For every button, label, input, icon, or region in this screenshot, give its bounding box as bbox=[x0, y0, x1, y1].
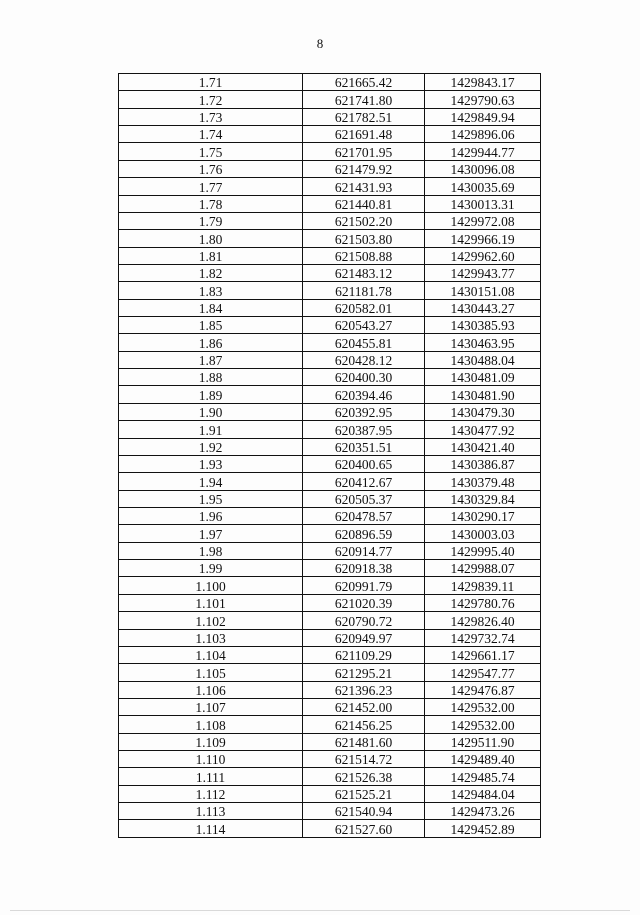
x-coordinate-cell: 620387.95 bbox=[303, 421, 425, 438]
table-row bbox=[119, 74, 541, 91]
table-row bbox=[119, 438, 541, 455]
x-coordinate-cell: 621527.60 bbox=[303, 820, 425, 837]
point-number-cell: 1.88 bbox=[119, 369, 303, 386]
x-coordinate-cell: 621502.20 bbox=[303, 212, 425, 229]
table-row bbox=[119, 768, 541, 785]
y-coordinate-cell: 1429843.17 bbox=[425, 74, 541, 91]
y-coordinate-cell: 1429972.08 bbox=[425, 212, 541, 229]
point-number-cell: 1.111 bbox=[119, 768, 303, 785]
table-row bbox=[119, 785, 541, 802]
x-coordinate-cell: 620918.38 bbox=[303, 560, 425, 577]
x-coordinate-cell: 620455.81 bbox=[303, 334, 425, 351]
x-coordinate-cell: 620582.01 bbox=[303, 299, 425, 316]
point-number-cell: 1.72 bbox=[119, 91, 303, 108]
y-coordinate-cell: 1429790.63 bbox=[425, 91, 541, 108]
table-row bbox=[119, 282, 541, 299]
x-coordinate-cell: 621431.93 bbox=[303, 178, 425, 195]
x-coordinate-cell: 621701.95 bbox=[303, 143, 425, 160]
y-coordinate-cell: 1430096.08 bbox=[425, 160, 541, 177]
x-coordinate-cell: 621295.21 bbox=[303, 664, 425, 681]
x-coordinate-cell: 620351.51 bbox=[303, 438, 425, 455]
page-edge bbox=[10, 910, 630, 911]
x-coordinate-cell: 621741.80 bbox=[303, 91, 425, 108]
y-coordinate-cell: 1430151.08 bbox=[425, 282, 541, 299]
table-row bbox=[119, 455, 541, 472]
table-row bbox=[119, 247, 541, 264]
x-coordinate-cell: 621508.88 bbox=[303, 247, 425, 264]
y-coordinate-cell: 1430488.04 bbox=[425, 351, 541, 368]
point-number-cell: 1.97 bbox=[119, 525, 303, 542]
y-coordinate-cell: 1430481.09 bbox=[425, 369, 541, 386]
y-coordinate-cell: 1430463.95 bbox=[425, 334, 541, 351]
y-coordinate-cell: 1430481.90 bbox=[425, 386, 541, 403]
table-row bbox=[119, 403, 541, 420]
y-coordinate-cell: 1430013.31 bbox=[425, 195, 541, 212]
table-row bbox=[119, 421, 541, 438]
y-coordinate-cell: 1429966.19 bbox=[425, 230, 541, 247]
y-coordinate-cell: 1430379.48 bbox=[425, 473, 541, 490]
point-number-cell: 1.92 bbox=[119, 438, 303, 455]
y-coordinate-cell: 1430035.69 bbox=[425, 178, 541, 195]
point-number-cell: 1.113 bbox=[119, 803, 303, 820]
x-coordinate-cell: 621665.42 bbox=[303, 74, 425, 91]
y-coordinate-cell: 1429532.00 bbox=[425, 698, 541, 715]
x-coordinate-cell: 620392.95 bbox=[303, 403, 425, 420]
point-number-cell: 1.74 bbox=[119, 126, 303, 143]
y-coordinate-cell: 1430479.30 bbox=[425, 403, 541, 420]
point-number-cell: 1.101 bbox=[119, 594, 303, 611]
y-coordinate-cell: 1430385.93 bbox=[425, 317, 541, 334]
x-coordinate-cell: 621526.38 bbox=[303, 768, 425, 785]
point-number-cell: 1.103 bbox=[119, 629, 303, 646]
point-number-cell: 1.114 bbox=[119, 820, 303, 837]
point-number-cell: 1.87 bbox=[119, 351, 303, 368]
y-coordinate-cell: 1430003.03 bbox=[425, 525, 541, 542]
coordinate-table bbox=[118, 73, 541, 838]
point-number-cell: 1.90 bbox=[119, 403, 303, 420]
point-number-cell: 1.83 bbox=[119, 282, 303, 299]
point-number-cell: 1.109 bbox=[119, 733, 303, 750]
point-number-cell: 1.99 bbox=[119, 560, 303, 577]
table-row bbox=[119, 369, 541, 386]
table-row bbox=[119, 629, 541, 646]
table-row bbox=[119, 351, 541, 368]
x-coordinate-cell: 620400.65 bbox=[303, 455, 425, 472]
table-row bbox=[119, 386, 541, 403]
x-coordinate-cell: 621483.12 bbox=[303, 264, 425, 281]
x-coordinate-cell: 620790.72 bbox=[303, 612, 425, 629]
point-number-cell: 1.82 bbox=[119, 264, 303, 281]
x-coordinate-cell: 620478.57 bbox=[303, 507, 425, 524]
y-coordinate-cell: 1430421.40 bbox=[425, 438, 541, 455]
point-number-cell: 1.112 bbox=[119, 785, 303, 802]
y-coordinate-cell: 1430386.87 bbox=[425, 455, 541, 472]
x-coordinate-cell: 621540.94 bbox=[303, 803, 425, 820]
x-coordinate-cell: 621452.00 bbox=[303, 698, 425, 715]
x-coordinate-cell: 621440.81 bbox=[303, 195, 425, 212]
point-number-cell: 1.81 bbox=[119, 247, 303, 264]
x-coordinate-cell: 620394.46 bbox=[303, 386, 425, 403]
point-number-cell: 1.104 bbox=[119, 646, 303, 663]
table-row bbox=[119, 334, 541, 351]
table-row bbox=[119, 143, 541, 160]
x-coordinate-cell: 621109.29 bbox=[303, 646, 425, 663]
y-coordinate-cell: 1430477.92 bbox=[425, 421, 541, 438]
table-row bbox=[119, 525, 541, 542]
y-coordinate-cell: 1430329.84 bbox=[425, 490, 541, 507]
point-number-cell: 1.91 bbox=[119, 421, 303, 438]
point-number-cell: 1.110 bbox=[119, 751, 303, 768]
point-number-cell: 1.75 bbox=[119, 143, 303, 160]
point-number-cell: 1.93 bbox=[119, 455, 303, 472]
table-row bbox=[119, 91, 541, 108]
y-coordinate-cell: 1429849.94 bbox=[425, 108, 541, 125]
y-coordinate-cell: 1429547.77 bbox=[425, 664, 541, 681]
point-number-cell: 1.85 bbox=[119, 317, 303, 334]
y-coordinate-cell: 1430290.17 bbox=[425, 507, 541, 524]
table-row bbox=[119, 212, 541, 229]
x-coordinate-cell: 620428.12 bbox=[303, 351, 425, 368]
point-number-cell: 1.78 bbox=[119, 195, 303, 212]
y-coordinate-cell: 1429839.11 bbox=[425, 577, 541, 594]
x-coordinate-cell: 621479.92 bbox=[303, 160, 425, 177]
table-row bbox=[119, 230, 541, 247]
y-coordinate-cell: 1429661.17 bbox=[425, 646, 541, 663]
point-number-cell: 1.73 bbox=[119, 108, 303, 125]
y-coordinate-cell: 1429532.00 bbox=[425, 716, 541, 733]
point-number-cell: 1.106 bbox=[119, 681, 303, 698]
table-row bbox=[119, 160, 541, 177]
table-row bbox=[119, 646, 541, 663]
point-number-cell: 1.94 bbox=[119, 473, 303, 490]
x-coordinate-cell: 620896.59 bbox=[303, 525, 425, 542]
x-coordinate-cell: 621481.60 bbox=[303, 733, 425, 750]
table-row bbox=[119, 108, 541, 125]
table-row bbox=[119, 507, 541, 524]
point-number-cell: 1.71 bbox=[119, 74, 303, 91]
point-number-cell: 1.77 bbox=[119, 178, 303, 195]
table-row bbox=[119, 698, 541, 715]
point-number-cell: 1.105 bbox=[119, 664, 303, 681]
x-coordinate-cell: 620505.37 bbox=[303, 490, 425, 507]
y-coordinate-cell: 1429484.04 bbox=[425, 785, 541, 802]
x-coordinate-cell: 620400.30 bbox=[303, 369, 425, 386]
table-row bbox=[119, 612, 541, 629]
y-coordinate-cell: 1429732.74 bbox=[425, 629, 541, 646]
point-number-cell: 1.84 bbox=[119, 299, 303, 316]
table-row bbox=[119, 751, 541, 768]
table-row bbox=[119, 716, 541, 733]
y-coordinate-cell: 1429485.74 bbox=[425, 768, 541, 785]
y-coordinate-cell: 1429826.40 bbox=[425, 612, 541, 629]
table-row bbox=[119, 490, 541, 507]
x-coordinate-cell: 621525.21 bbox=[303, 785, 425, 802]
y-coordinate-cell: 1429988.07 bbox=[425, 560, 541, 577]
y-coordinate-cell: 1429452.89 bbox=[425, 820, 541, 837]
table-row bbox=[119, 126, 541, 143]
y-coordinate-cell: 1429944.77 bbox=[425, 143, 541, 160]
table-row bbox=[119, 577, 541, 594]
x-coordinate-cell: 620914.77 bbox=[303, 542, 425, 559]
table-row bbox=[119, 178, 541, 195]
table-row bbox=[119, 594, 541, 611]
coordinate-table-body bbox=[119, 74, 541, 838]
table-row bbox=[119, 664, 541, 681]
y-coordinate-cell: 1429473.26 bbox=[425, 803, 541, 820]
y-coordinate-cell: 1429489.40 bbox=[425, 751, 541, 768]
point-number-cell: 1.98 bbox=[119, 542, 303, 559]
table-row bbox=[119, 560, 541, 577]
y-coordinate-cell: 1429511.90 bbox=[425, 733, 541, 750]
table-row bbox=[119, 803, 541, 820]
table-row bbox=[119, 264, 541, 281]
table-row bbox=[119, 542, 541, 559]
y-coordinate-cell: 1430443.27 bbox=[425, 299, 541, 316]
x-coordinate-cell: 621020.39 bbox=[303, 594, 425, 611]
point-number-cell: 1.100 bbox=[119, 577, 303, 594]
point-number-cell: 1.96 bbox=[119, 507, 303, 524]
x-coordinate-cell: 620543.27 bbox=[303, 317, 425, 334]
table-row bbox=[119, 733, 541, 750]
point-number-cell: 1.79 bbox=[119, 212, 303, 229]
page-number: 8 bbox=[316, 36, 324, 51]
table-row bbox=[119, 299, 541, 316]
y-coordinate-cell: 1429896.06 bbox=[425, 126, 541, 143]
x-coordinate-cell: 621691.48 bbox=[303, 126, 425, 143]
point-number-cell: 1.95 bbox=[119, 490, 303, 507]
point-number-cell: 1.80 bbox=[119, 230, 303, 247]
point-number-cell: 1.102 bbox=[119, 612, 303, 629]
point-number-cell: 1.108 bbox=[119, 716, 303, 733]
y-coordinate-cell: 1429943.77 bbox=[425, 264, 541, 281]
y-coordinate-cell: 1429995.40 bbox=[425, 542, 541, 559]
point-number-cell: 1.89 bbox=[119, 386, 303, 403]
point-number-cell: 1.86 bbox=[119, 334, 303, 351]
point-number-cell: 1.107 bbox=[119, 698, 303, 715]
table-row bbox=[119, 681, 541, 698]
y-coordinate-cell: 1429962.60 bbox=[425, 247, 541, 264]
table-row bbox=[119, 820, 541, 837]
table-row bbox=[119, 317, 541, 334]
x-coordinate-cell: 620949.97 bbox=[303, 629, 425, 646]
x-coordinate-cell: 621782.51 bbox=[303, 108, 425, 125]
x-coordinate-cell: 621514.72 bbox=[303, 751, 425, 768]
x-coordinate-cell: 621181.78 bbox=[303, 282, 425, 299]
y-coordinate-cell: 1429780.76 bbox=[425, 594, 541, 611]
y-coordinate-cell: 1429476.87 bbox=[425, 681, 541, 698]
x-coordinate-cell: 620991.79 bbox=[303, 577, 425, 594]
table-row bbox=[119, 473, 541, 490]
x-coordinate-cell: 621396.23 bbox=[303, 681, 425, 698]
x-coordinate-cell: 621456.25 bbox=[303, 716, 425, 733]
x-coordinate-cell: 620412.67 bbox=[303, 473, 425, 490]
point-number-cell: 1.76 bbox=[119, 160, 303, 177]
table-row bbox=[119, 195, 541, 212]
x-coordinate-cell: 621503.80 bbox=[303, 230, 425, 247]
